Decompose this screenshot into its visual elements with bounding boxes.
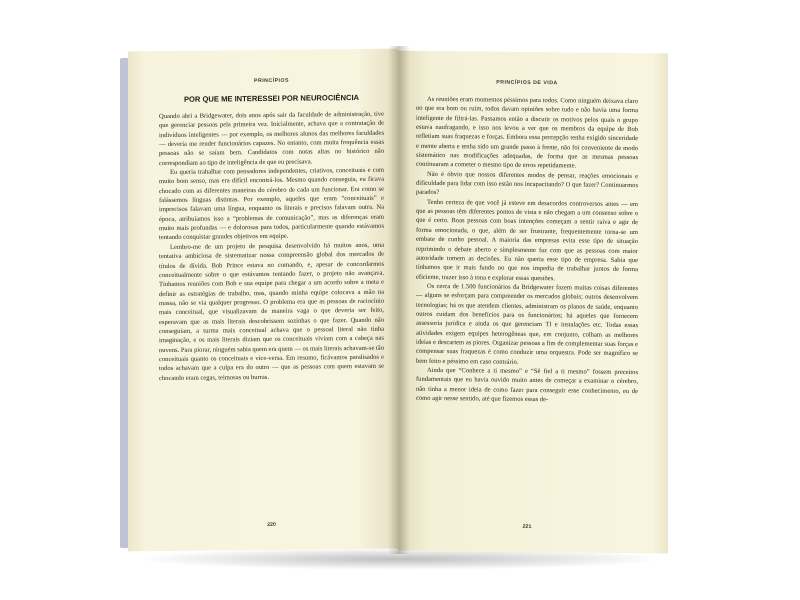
left-paragraph: Quando abri a Bridgewater, dois anos após sair da faculdade de administração, tive que gerenciar pessoas pela primeira vez. Inicialmente, achava que a contratação de indivíduos inteligentes — por exemplo, os melhores alunos das melhores faculdades — deveria me render funcionários capazes. No entanto, com muita frequência essas pessoas não se saíam bem. Candidatos com notas altas no histórico não correspondiam ao tipo de inteligência de que eu precisava. — [159, 110, 384, 167]
right-paragraph: Ainda que “Conhece a ti mesmo” e “Sê fiel a ti mesmo” fossem preceitos fundamentais que eu havia ouvido muito antes de começar a examinar o cérebro, não tinha a menor ideia de como fazer para conseguir esse conhecimento, eu de como agir nesse sentido, até que fizemos essas de- — [416, 366, 638, 404]
left-running-head: PRINCÍPIOS — [254, 77, 289, 85]
left-page — [128, 49, 398, 552]
left-paragraph: Lembro-me de um projeto de pesquisa desenvolvido há muitos anos, uma tentativa ambiciosa de sistematizar nossa compreensão global dos mercados de títulos de dívida. Bob Prince estava no comando, e, apesar de concordarmos conceitualmente sobre o que estávamos tentando fazer, o projeto não avançava. Tínhamos reuniões com Bob e sua equipe para chegar a um acordo sobre a meta e definir as estratégias de trabalho, mas, quando minha equipe colocava a mão na massa, não se via qualquer progresso. O problema era que as pessoas de raciocínio mais conceitual, que visualizavam de maneira vaga o que deveria ser feito, esperavam que as mais literais descobrissem sozinhas o que fazer. Quando não conseguiam, a turma mais conceitual achava que o pessoal literal não tinha imaginação, e os mais literais diziam que os conceituais viviam com a cabeça nas nuvens. Para piorar, ninguém sabia quem era quem — os mais literais achavam-se tão conceituais quanto os conceituais e vice-versa. Em resumo, ficávamos paralisados e todos achavam que a culpa era do outro — que as pessoas com quem estavam se chocando eram cegas, teimosas ou burras. — [159, 241, 384, 382]
right-running-head: PRINCÍPIOS DE VIDA — [496, 79, 558, 87]
left-paragraph: Eu queria trabalhar com pensadores independentes, criativos, conceituais e com muito bom senso, mas era difícil encontrá-los. Mesmo quando conseguia, eu ficava chocado com as diferentes maneiras do cérebro de cada um funcionar. Era como se falássemos línguas distintas. Por exemplo, aqueles que eram “conceituais” e imprecisos falavam uma língua, enquanto os literais e precisos falavam outra. Na época, atribuíamos isso a “problemas de comunicação”, mas as diferenças eram muito mais profundas — e dolorosas para todos, particularmente quando estávamos tentando conquistar grandes objetivos em equipe. — [159, 166, 384, 242]
book-gutter — [388, 46, 410, 554]
right-paragraph: Tenho certeza de que você já esteve em desacordos controversos antes — em que as pessoas têm diferentes pontos de vista e não chegam a um consenso sobre o que é certo. Boas pessoas com boas intenções começam a sentir raiva e agir de forma emocionada, o que, além de ser frustrante, frequentemente torna-se um embate de cunho pessoal. A maioria das empresas evita esse tipo de situação reprimindo o debate aberto e simplesmente faz com que as pessoas com maior autoridade tomem as decisões. Eu não queria esse tipo de empresa. Sabia que tínhamos que ir mais fundo no que nos impedia de trabalhar juntos de forma eficiente, trazer isso à tona e explorar essas questões. — [416, 198, 638, 282]
right-page — [398, 51, 668, 554]
left-body-text — [159, 110, 384, 383]
right-body-text — [416, 95, 638, 406]
chapter-title: POR QUE ME INTERESSEI POR NEUROCIÊNCIA — [183, 92, 360, 104]
right-paragraph: Não é óbvio que nossos diferentes modos de pensar, reações emocionais e dificuldade para lidar com isso estão nos incapacitando? O que fazer? Continuarmos parados? — [416, 170, 638, 197]
right-page-number: 221 — [522, 523, 532, 530]
right-paragraph: As reuniões eram momentos péssimos para todos. Como ninguém deixava claro no que era bom ou ruim, todos davam opiniões sobre tudo e não havia uma forma inteligente de filtrá-las. Passamos então a discutir os motivos pelos quais o grupo estava naufragando, e isso nos levou a ver que os membros da equipe de Bob refletiam suas fraquezas e forças. Embora essa percepção tenha exigido sinceridade e mente aberta e tenha sido um grande passo à frente, não foi conveniente de modo sistemático nas modificações adequadas, de forma que as mesmas pessoas continuaram a cometer o mesmo tipo de erros repetidamente. — [416, 95, 638, 170]
right-paragraph: Os cerca de 1.500 funcionários da Bridgewater fazem muitas coisas diferentes — alguns se esforçam para compreender os mercados globais; outros desenvolvem tecnologias; há os que atendem clientes, administram os planos de saúde, enquanto outros cuidam dos benefícios para os funcionários; há aqueles que fornecem assessoria jurídica e ainda os que gerenciam TI e instalações etc. Todas essas atividades exigem equipes heterogêneas que, em conjunto, colham as melhores ideias e descartem as piores. Organizar pessoas a fim de complementar suas forças e compensar suas fraquezas é como conduzir uma orquestra. Pode ser magnífico se bem feito e péssimo em caso contrário. — [416, 282, 638, 366]
left-page-number: 220 — [267, 521, 276, 528]
